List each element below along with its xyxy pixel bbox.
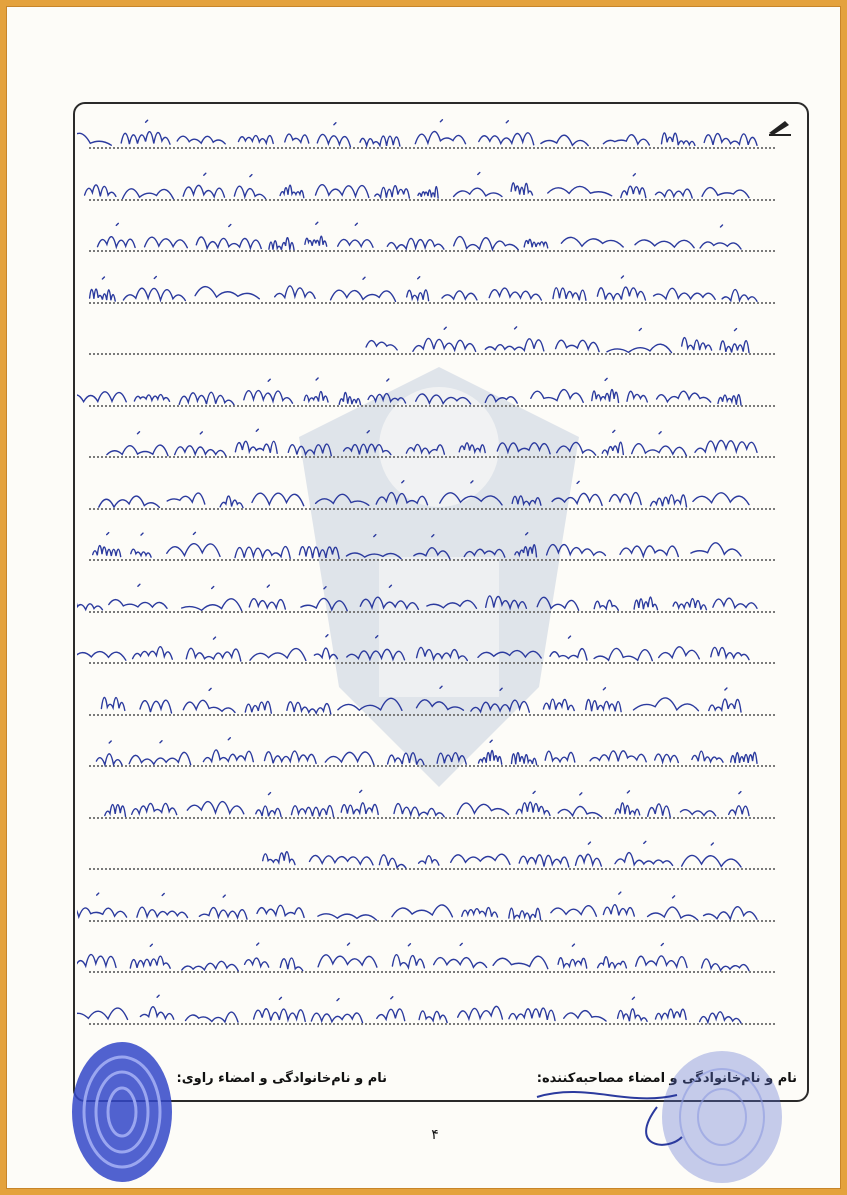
handwriting-stroke	[77, 470, 782, 520]
ink-path	[77, 995, 741, 1023]
handwriting-stroke	[77, 624, 782, 674]
handwriting-stroke	[77, 727, 782, 777]
ink-path	[77, 584, 757, 610]
ink-path	[98, 222, 742, 250]
handwriting-stroke	[77, 161, 782, 211]
ink-path	[77, 892, 757, 920]
ink-path	[85, 173, 749, 199]
handwriting-stroke	[77, 779, 782, 829]
handwriting-stroke	[77, 573, 782, 623]
handwritten-signature	[527, 1077, 687, 1157]
interviewer-signature-label: نام و نام‌خانوادگی و امضاء مصاحبه‌کننده:	[536, 1071, 797, 1086]
handwriting-stroke	[77, 367, 782, 417]
handwriting-stroke	[77, 830, 782, 880]
handwriting-stroke	[77, 676, 782, 726]
ink-path	[90, 276, 757, 301]
ink-path	[99, 481, 749, 508]
ink-path	[77, 378, 741, 405]
page-number: ۴	[431, 1127, 439, 1143]
handwriting-stroke	[77, 264, 782, 314]
ink-path	[263, 841, 741, 868]
handwriting-stroke	[77, 315, 782, 365]
handwriting-stroke	[77, 521, 782, 571]
handwriting-stroke	[77, 882, 782, 932]
ink-path	[366, 327, 749, 353]
ink-path	[105, 790, 749, 817]
ink-path	[77, 120, 757, 147]
handwriting-stroke	[77, 109, 782, 159]
ink-path	[96, 738, 757, 765]
ink-path	[107, 429, 757, 456]
ink-path	[101, 686, 741, 714]
fingerprint-mark	[67, 1037, 177, 1187]
handwriting-stroke	[77, 933, 782, 983]
form-page	[6, 6, 841, 1189]
ink-path	[77, 943, 749, 971]
ink-path	[77, 635, 749, 661]
narrator-signature-label: نام و نام‌خانوادگی و امضاء راوی:	[176, 1071, 387, 1086]
handwriting-stroke	[77, 985, 782, 1035]
handwriting-stroke	[77, 212, 782, 262]
ink-path	[93, 532, 741, 558]
handwriting-stroke	[77, 418, 782, 468]
